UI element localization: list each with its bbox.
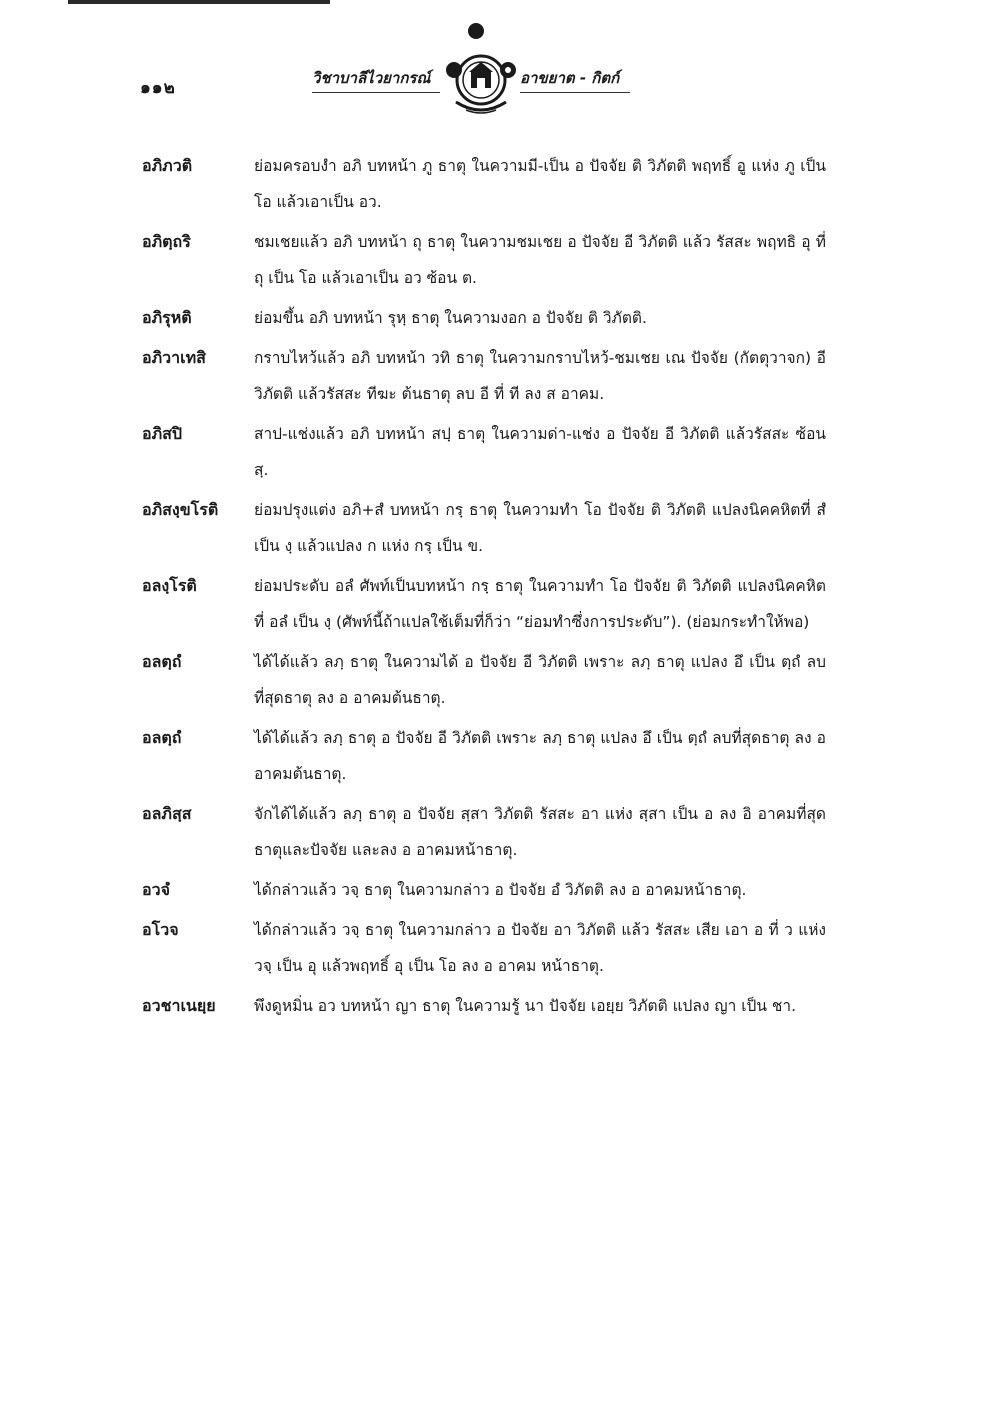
glossary-entry — [142, 872, 842, 908]
entry-definition: ได้ได้แล้ว ลภฺ ธาตุ ในความได้ อ ปัจจัย อี วิภัตติ เพราะ ลภฺ ธาตุ แปลง อึ เป็น ตฺถํ ลบที่สุดธาตุ ลง อ อาคมต้นธาตุ. — [254, 653, 826, 707]
glossary-entry — [142, 148, 842, 220]
entry-definition: ได้ได้แล้ว ลภฺ ธาตุ อ ปัจจัย อี วิภัตติ เพราะ ลภฺ ธาตุ แปลง อึ เป็น ตฺถํ ลบที่สุดธาตุ ลง อ อาคมต้นธาตุ. — [254, 729, 826, 783]
header-chapter-title: อาขยาต - กิตก์ — [520, 69, 620, 87]
glossary-entry — [142, 644, 842, 716]
entry-term: อภิตฺถริ — [142, 232, 191, 251]
entry-definition: ย่อมครอบงำ อภิ บทหน้า ภู ธาตุ ในความมี-เป็น อ ปัจจัย ติ วิภัตติ พฤทธิ์ อู แห่ง ภู เป็น โอ แล้วเอาเป็น อว. — [254, 157, 826, 211]
glossary-entry — [142, 720, 842, 792]
entry-definition: ย่อมประดับ อลํ ศัพท์เป็นบทหน้า กรฺ ธาตุ ในความทำ โอ ปัจจัย ติ วิภัตติ แปลงนิคคหิตที่ อลํ เป็น งฺ (ศัพท์นี้ถ้าแปลใช้เต็มที่ก็ว่า “ย่อมทำซึ่งการประดับ”). (ย่อมกระทำให้พอ) — [254, 577, 826, 631]
entry-term: อวชาเนยฺย — [142, 996, 216, 1015]
glossary-entry — [142, 224, 842, 296]
entry-term: อภิวาเทสิ — [142, 348, 206, 367]
entry-term: อลภิสฺส — [142, 804, 192, 823]
page-number: ๑๑๒ — [140, 78, 176, 98]
entry-term: อโวจ — [142, 920, 179, 939]
entry-term: อลตฺถํ — [142, 652, 182, 671]
glossary-entry — [142, 568, 842, 640]
glossary-entry — [142, 416, 842, 488]
entry-term: อภิรุหติ — [142, 308, 192, 327]
entry-definition: กราบไหว้แล้ว อภิ บทหน้า วทิ ธาตุ ในความกราบไหว้-ชมเชย เณ ปัจจัย (กัตตุวาจก) อี วิภัตติ แล้วรัสสะ ทีฆะ ต้นธาตุ ลบ อี ที่ ที ลง ส อาคม. — [254, 349, 826, 403]
glossary-entry — [142, 912, 842, 984]
glossary-entry — [142, 492, 842, 564]
header-underline-left — [312, 92, 440, 93]
header-underline-right — [520, 92, 630, 93]
entry-definition: พึงดูหมิ่น อว บทหน้า ญา ธาตุ ในความรู้ นา ปัจจัย เอยฺย วิภัตติ แปลง ญา เป็น ชา. — [254, 997, 797, 1015]
entry-definition: จักได้ได้แล้ว ลภฺ ธาตุ อ ปัจจัย สฺสา วิภัตติ รัสสะ อา แห่ง สฺสา เป็น อ ลง อิ อาคมที่สุดธาตุและปัจจัย และลง อ อาคมหน้าธาตุ. — [254, 805, 826, 859]
entry-term: อภิภวติ — [142, 156, 193, 175]
glossary-entry — [142, 300, 842, 336]
entry-definition: ย่อมปรุงแต่ง อภิ+สํ บทหน้า กรฺ ธาตุ ในความทำ โอ ปัจจัย ติ วิภัตติ แปลงนิคคหิตที่ สํ เป็น งฺ แล้วแปลง ก แห่ง กรฺ เป็น ข. — [254, 501, 826, 555]
entry-term: อลงฺโรติ — [142, 576, 197, 595]
glossary-entry — [142, 988, 842, 1024]
glossary-entry — [142, 796, 842, 868]
entry-term: อภิสงฺขโรติ — [142, 500, 219, 519]
entry-definition: ชมเชยแล้ว อภิ บทหน้า ถุ ธาตุ ในความชมเชย อ ปัจจัย อี วิภัตติ แล้ว รัสสะ พฤทธิ อุ ที่ ถุ เป็น โอ แล้วเอาเป็น อว ซ้อน ต. — [254, 233, 826, 287]
entry-definition: ย่อมขึ้น อภิ บทหน้า รุหฺ ธาตุ ในความงอก อ ปัจจัย ติ วิภัตติ. — [254, 309, 647, 327]
page-header — [0, 0, 1000, 130]
entry-term: อวจํ — [142, 880, 170, 899]
entry-definition: สาป-แช่งแล้ว อภิ บทหน้า สปฺ ธาตุ ในความด่า-แช่ง อ ปัจจัย อี วิภัตติ แล้วรัสสะ ซ้อน สฺ. — [254, 425, 826, 479]
entry-definition: ได้กล่าวแล้ว วจฺ ธาตุ ในความกล่าว อ ปัจจัย อํ วิภัตติ ลง อ อาคมหน้าธาตุ. — [254, 881, 747, 899]
glossary-entries — [142, 148, 842, 1028]
header-book-title: วิชาบาลีไวยากรณ์ — [312, 69, 431, 87]
glossary-entry — [142, 340, 842, 412]
entry-term: อลตฺถํ — [142, 728, 182, 747]
entry-definition: ได้กล่าวแล้ว วจฺ ธาตุ ในความกล่าว อ ปัจจัย อา วิภัตติ แล้ว รัสสะ เสีย เอา อ ที่ ว แห่ง วจฺ เป็น อุ แล้วพฤทธิ์ อุ เป็น โอ ลง อ อาคม หน้าธาตุ. — [254, 921, 826, 975]
entry-term: อภิสปิ — [142, 424, 183, 443]
seal-emblem-icon — [440, 22, 522, 122]
